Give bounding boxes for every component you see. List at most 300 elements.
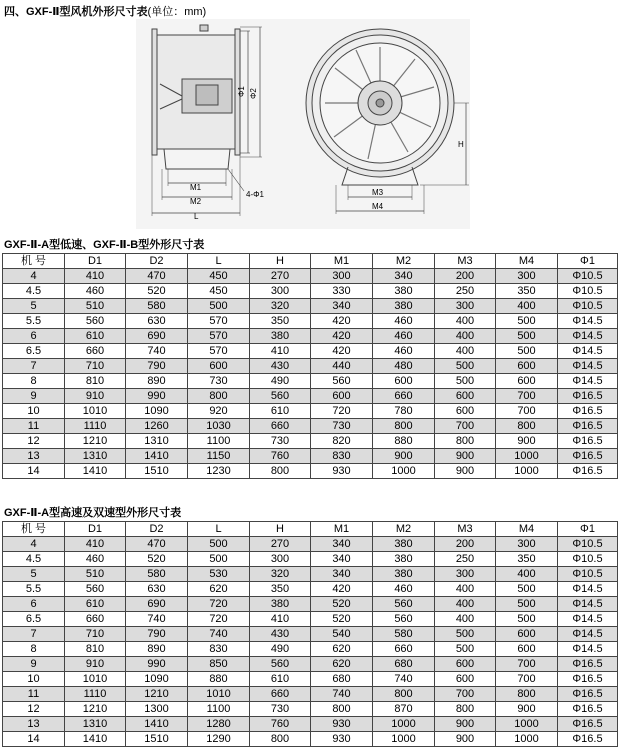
table-cell: Φ14.5 — [558, 359, 618, 374]
table-cell: 420 — [311, 582, 373, 597]
table-cell: 10 — [3, 404, 65, 419]
column-header: D2 — [126, 254, 188, 269]
table-cell: 520 — [126, 552, 188, 567]
label-phi1: Φ1 — [237, 86, 246, 97]
table-row — [3, 464, 618, 479]
table-cell: 300 — [496, 269, 558, 284]
table-cell: Φ14.5 — [558, 374, 618, 389]
table-cell: 900 — [435, 449, 496, 464]
column-header: M2 — [373, 522, 435, 537]
table-cell: 1000 — [373, 717, 435, 732]
table-cell: 400 — [496, 299, 558, 314]
table-cell: 350 — [496, 552, 558, 567]
table-cell: 910 — [65, 657, 126, 672]
table-cell: Φ16.5 — [558, 449, 618, 464]
table-cell: 600 — [496, 642, 558, 657]
table-cell: 420 — [311, 314, 373, 329]
table-cell: 600 — [496, 374, 558, 389]
table-cell: 300 — [250, 552, 311, 567]
table-cell: 340 — [311, 567, 373, 582]
table-cell: 1410 — [126, 717, 188, 732]
fan-side-view — [152, 25, 262, 216]
table-cell: 880 — [188, 672, 250, 687]
table-cell: 1310 — [65, 717, 126, 732]
table-cell: 470 — [126, 537, 188, 552]
table-cell: 620 — [188, 582, 250, 597]
table-cell: 14 — [3, 464, 65, 479]
table-header-row — [3, 522, 618, 537]
table-cell: 300 — [250, 284, 311, 299]
column-header: M1 — [311, 522, 373, 537]
table-cell: 900 — [496, 434, 558, 449]
table-cell: 710 — [65, 359, 126, 374]
column-header: M3 — [435, 254, 496, 269]
table-cell: 850 — [188, 657, 250, 672]
table-cell: 500 — [496, 344, 558, 359]
table-cell: 6.5 — [3, 612, 65, 627]
table-cell: 490 — [250, 642, 311, 657]
table-cell: 790 — [126, 627, 188, 642]
table-cell: 1000 — [373, 732, 435, 747]
table-cell: 1090 — [126, 672, 188, 687]
table-cell: 5.5 — [3, 582, 65, 597]
table-cell: 500 — [435, 374, 496, 389]
table-cell: 740 — [126, 344, 188, 359]
table-cell: 400 — [435, 344, 496, 359]
table-cell: 600 — [188, 359, 250, 374]
table-cell: 250 — [435, 552, 496, 567]
table-cell: 520 — [311, 597, 373, 612]
table-cell: 450 — [188, 269, 250, 284]
column-header: H — [250, 254, 311, 269]
table-cell: 1230 — [188, 464, 250, 479]
table-cell: 1510 — [126, 464, 188, 479]
table-cell: 700 — [496, 389, 558, 404]
table-cell: 1310 — [126, 434, 188, 449]
table-row — [3, 389, 618, 404]
table-cell: 4 — [3, 269, 65, 284]
table-cell: 560 — [65, 582, 126, 597]
table-cell: 340 — [311, 537, 373, 552]
table-cell: 990 — [126, 389, 188, 404]
table-cell: 800 — [496, 687, 558, 702]
table-cell: 890 — [126, 642, 188, 657]
table-row — [3, 269, 618, 284]
table-cell: 810 — [65, 642, 126, 657]
table-cell: 470 — [126, 269, 188, 284]
table-cell: Φ14.5 — [558, 612, 618, 627]
table-cell: 700 — [435, 687, 496, 702]
table-cell: 200 — [435, 269, 496, 284]
table-cell: 6 — [3, 329, 65, 344]
table-cell: Φ16.5 — [558, 702, 618, 717]
table-cell: Φ10.5 — [558, 284, 618, 299]
table-cell: 800 — [435, 702, 496, 717]
table-row — [3, 612, 618, 627]
column-header: D1 — [65, 254, 126, 269]
table-cell: 11 — [3, 687, 65, 702]
label-bolt: 4-Φ1 — [246, 190, 264, 199]
table-cell: 13 — [3, 717, 65, 732]
table-cell: 660 — [373, 642, 435, 657]
table-row — [3, 717, 618, 732]
table-cell: 690 — [126, 597, 188, 612]
table-cell: 930 — [311, 732, 373, 747]
table-row — [3, 642, 618, 657]
table-cell: 930 — [311, 464, 373, 479]
page-heading — [4, 3, 206, 19]
table-row — [3, 582, 618, 597]
table-row — [3, 627, 618, 642]
table-cell: 900 — [496, 702, 558, 717]
table-row — [3, 284, 618, 299]
table-cell: 560 — [65, 314, 126, 329]
table-cell: 1510 — [126, 732, 188, 747]
table-cell: 6 — [3, 597, 65, 612]
table-cell: 1280 — [188, 717, 250, 732]
table-row — [3, 657, 618, 672]
table-cell: 600 — [496, 359, 558, 374]
table-cell: Φ16.5 — [558, 434, 618, 449]
table-cell: 1310 — [65, 449, 126, 464]
table-cell: Φ10.5 — [558, 552, 618, 567]
table-cell: 720 — [188, 597, 250, 612]
table-cell: 320 — [250, 567, 311, 582]
table-cell: 600 — [435, 389, 496, 404]
table-cell: 300 — [311, 269, 373, 284]
table-cell: 460 — [373, 329, 435, 344]
table-cell: 700 — [496, 672, 558, 687]
table-row — [3, 687, 618, 702]
table-cell: 660 — [250, 687, 311, 702]
table-cell: 500 — [496, 597, 558, 612]
column-header: D2 — [126, 522, 188, 537]
table-cell: 500 — [496, 582, 558, 597]
table-row — [3, 419, 618, 434]
table-cell: 400 — [435, 314, 496, 329]
table-cell: 350 — [250, 582, 311, 597]
table-cell: 580 — [373, 627, 435, 642]
table-cell: 9 — [3, 657, 65, 672]
table-cell: 930 — [311, 717, 373, 732]
table-cell: 690 — [126, 329, 188, 344]
table-cell: 800 — [373, 687, 435, 702]
table-cell: Φ16.5 — [558, 419, 618, 434]
table-cell: 300 — [496, 537, 558, 552]
fan-front-view — [306, 29, 469, 214]
table-cell: 880 — [373, 434, 435, 449]
table-cell: 10 — [3, 672, 65, 687]
dimension-table-high-speed — [2, 521, 618, 747]
table-cell: 660 — [65, 344, 126, 359]
table-cell: 800 — [496, 419, 558, 434]
table-cell: 1110 — [65, 687, 126, 702]
table-cell: 1100 — [188, 702, 250, 717]
table-cell: 900 — [373, 449, 435, 464]
table-cell: 920 — [188, 404, 250, 419]
table-cell: 1100 — [188, 434, 250, 449]
table-cell: 6.5 — [3, 344, 65, 359]
table-cell: Φ14.5 — [558, 597, 618, 612]
table-cell: 1000 — [496, 464, 558, 479]
dimension-table-low-speed — [2, 253, 618, 479]
table-cell: 340 — [311, 299, 373, 314]
table-cell: 460 — [373, 314, 435, 329]
table-cell: 1000 — [496, 717, 558, 732]
table-cell: Φ16.5 — [558, 389, 618, 404]
table-cell: 730 — [250, 434, 311, 449]
table-cell: 340 — [311, 552, 373, 567]
table-cell: 410 — [250, 344, 311, 359]
table-cell: 610 — [65, 597, 126, 612]
table-cell: 5.5 — [3, 314, 65, 329]
table-cell: 1150 — [188, 449, 250, 464]
table-cell: 600 — [311, 389, 373, 404]
table-cell: 1010 — [188, 687, 250, 702]
table-cell: 700 — [435, 419, 496, 434]
table-cell: 600 — [435, 404, 496, 419]
table-cell: 610 — [250, 404, 311, 419]
table-cell: Φ14.5 — [558, 344, 618, 359]
table-row — [3, 329, 618, 344]
table-cell: 700 — [496, 404, 558, 419]
table-cell: 13 — [3, 449, 65, 464]
table-cell: 270 — [250, 537, 311, 552]
table-cell: 7 — [3, 359, 65, 374]
table-cell: 800 — [250, 732, 311, 747]
table-cell: 990 — [126, 657, 188, 672]
table-cell: 4.5 — [3, 284, 65, 299]
table-cell: 250 — [435, 284, 496, 299]
table-cell: 740 — [126, 612, 188, 627]
table-cell: 500 — [188, 552, 250, 567]
table-cell: 570 — [188, 344, 250, 359]
table-cell: 740 — [188, 627, 250, 642]
table-cell: 500 — [188, 537, 250, 552]
table-cell: 5 — [3, 567, 65, 582]
table-cell: 730 — [311, 419, 373, 434]
table-cell: 1030 — [188, 419, 250, 434]
table-cell: Φ14.5 — [558, 329, 618, 344]
table-cell: 500 — [496, 314, 558, 329]
table-cell: 1260 — [126, 419, 188, 434]
table-cell: 460 — [373, 344, 435, 359]
table-cell: 14 — [3, 732, 65, 747]
table-row — [3, 597, 618, 612]
table-cell: 440 — [311, 359, 373, 374]
table-cell: 740 — [311, 687, 373, 702]
table-cell: 900 — [435, 732, 496, 747]
table-cell: 400 — [496, 567, 558, 582]
page-heading-unit: (单位：mm) — [147, 6, 207, 18]
table-cell: 4.5 — [3, 552, 65, 567]
table-cell: 520 — [126, 284, 188, 299]
table-cell: 1010 — [65, 404, 126, 419]
table-cell: 460 — [373, 582, 435, 597]
table-cell: 580 — [126, 299, 188, 314]
table-cell: 560 — [311, 374, 373, 389]
table-cell: Φ10.5 — [558, 299, 618, 314]
table-row — [3, 344, 618, 359]
table-cell: Φ10.5 — [558, 567, 618, 582]
label-m2: M2 — [190, 197, 202, 206]
table-cell: 410 — [65, 269, 126, 284]
table-row — [3, 374, 618, 389]
table-cell: 760 — [250, 717, 311, 732]
table-cell: 400 — [435, 612, 496, 627]
table-cell: Φ16.5 — [558, 687, 618, 702]
table-cell: 380 — [373, 567, 435, 582]
table-cell: 810 — [65, 374, 126, 389]
table-cell: 720 — [311, 404, 373, 419]
column-header: 机 号 — [3, 522, 65, 537]
page-heading-text: 四、GXF-Ⅱ型风机外形尺寸表 — [4, 6, 148, 18]
table-cell: 400 — [435, 582, 496, 597]
table-cell: Φ14.5 — [558, 582, 618, 597]
table-cell: 510 — [65, 567, 126, 582]
table-row — [3, 732, 618, 747]
table-cell: 530 — [188, 567, 250, 582]
table-cell: 12 — [3, 434, 65, 449]
table-cell: 620 — [311, 657, 373, 672]
table-cell: 830 — [311, 449, 373, 464]
table-row — [3, 434, 618, 449]
table-cell: Φ10.5 — [558, 269, 618, 284]
table-cell: 410 — [250, 612, 311, 627]
table-cell: 730 — [188, 374, 250, 389]
table-1-title: GXF-Ⅱ-A型低速、GXF-Ⅱ-B型外形尺寸表 — [4, 239, 205, 251]
table-cell: 760 — [250, 449, 311, 464]
table-cell: 500 — [435, 642, 496, 657]
table-2-title: GXF-Ⅱ-A型高速及双速型外形尺寸表 — [4, 507, 182, 519]
table-cell: 610 — [65, 329, 126, 344]
label-l: L — [194, 212, 199, 221]
table-row — [3, 537, 618, 552]
table-cell: 320 — [250, 299, 311, 314]
table-cell: 570 — [188, 329, 250, 344]
table-cell: Φ16.5 — [558, 672, 618, 687]
table-cell: Φ16.5 — [558, 464, 618, 479]
table-cell: 620 — [311, 642, 373, 657]
table-cell: 350 — [250, 314, 311, 329]
label-h: H — [458, 140, 464, 149]
table-cell: 490 — [250, 374, 311, 389]
column-header: M4 — [496, 522, 558, 537]
table-cell: 500 — [496, 329, 558, 344]
table-cell: 380 — [373, 537, 435, 552]
fan-dimension-drawing — [136, 19, 470, 229]
table-cell: 460 — [65, 552, 126, 567]
column-header: H — [250, 522, 311, 537]
table-cell: 420 — [311, 344, 373, 359]
table-cell: 510 — [65, 299, 126, 314]
table-cell: Φ16.5 — [558, 657, 618, 672]
table-cell: 430 — [250, 627, 311, 642]
table-cell: 200 — [435, 537, 496, 552]
table-cell: 790 — [126, 359, 188, 374]
table-cell: 330 — [311, 284, 373, 299]
table-cell: 720 — [188, 612, 250, 627]
table-cell: 830 — [188, 642, 250, 657]
table-cell: 870 — [373, 702, 435, 717]
table-cell: 1000 — [373, 464, 435, 479]
table-cell: 270 — [250, 269, 311, 284]
table-cell: Φ16.5 — [558, 717, 618, 732]
table-cell: 8 — [3, 374, 65, 389]
table-cell: 570 — [188, 314, 250, 329]
table-cell: 520 — [311, 612, 373, 627]
column-header: M3 — [435, 522, 496, 537]
table-cell: 540 — [311, 627, 373, 642]
table-cell: 430 — [250, 359, 311, 374]
table-cell: 900 — [435, 464, 496, 479]
table-cell: 350 — [496, 284, 558, 299]
table-cell: 500 — [496, 612, 558, 627]
table-cell: 600 — [496, 627, 558, 642]
table-header-row — [3, 254, 618, 269]
table-cell: 5 — [3, 299, 65, 314]
table-cell: 800 — [373, 419, 435, 434]
table-cell: 380 — [373, 552, 435, 567]
table-cell: 380 — [250, 597, 311, 612]
table-cell: 500 — [435, 627, 496, 642]
table-cell: 730 — [250, 702, 311, 717]
table-row — [3, 552, 618, 567]
table-cell: 800 — [435, 434, 496, 449]
table-row — [3, 299, 618, 314]
table-cell: 1110 — [65, 419, 126, 434]
table-cell: 8 — [3, 642, 65, 657]
table-cell: 300 — [435, 299, 496, 314]
table-cell: 890 — [126, 374, 188, 389]
table-cell: Φ16.5 — [558, 732, 618, 747]
table-cell: 500 — [188, 299, 250, 314]
table-cell: 400 — [435, 597, 496, 612]
table-cell: 820 — [311, 434, 373, 449]
table-cell: 1410 — [65, 732, 126, 747]
table-cell: 1000 — [496, 732, 558, 747]
table-cell: 780 — [373, 404, 435, 419]
table-cell: 700 — [496, 657, 558, 672]
table-cell: 1300 — [126, 702, 188, 717]
table-cell: 420 — [311, 329, 373, 344]
table-cell: Φ14.5 — [558, 627, 618, 642]
table-cell: Φ14.5 — [558, 642, 618, 657]
table-row — [3, 449, 618, 464]
table-cell: 900 — [435, 717, 496, 732]
label-m1: M1 — [190, 183, 202, 192]
column-header: Φ1 — [558, 522, 618, 537]
column-header: L — [188, 522, 250, 537]
table-cell: 630 — [126, 582, 188, 597]
table-cell: 1410 — [126, 449, 188, 464]
table-cell: 560 — [250, 389, 311, 404]
table-cell: 600 — [435, 672, 496, 687]
table-cell: 340 — [373, 269, 435, 284]
table-cell: 710 — [65, 627, 126, 642]
table-cell: 400 — [435, 329, 496, 344]
table-cell: 1210 — [65, 702, 126, 717]
table-cell: 500 — [435, 359, 496, 374]
table-cell: 800 — [311, 702, 373, 717]
table-cell: 600 — [373, 374, 435, 389]
table-cell: 910 — [65, 389, 126, 404]
table-cell: 800 — [250, 464, 311, 479]
table-cell: 460 — [65, 284, 126, 299]
table-cell: Φ16.5 — [558, 404, 618, 419]
column-header: M4 — [496, 254, 558, 269]
column-header: 机 号 — [3, 254, 65, 269]
